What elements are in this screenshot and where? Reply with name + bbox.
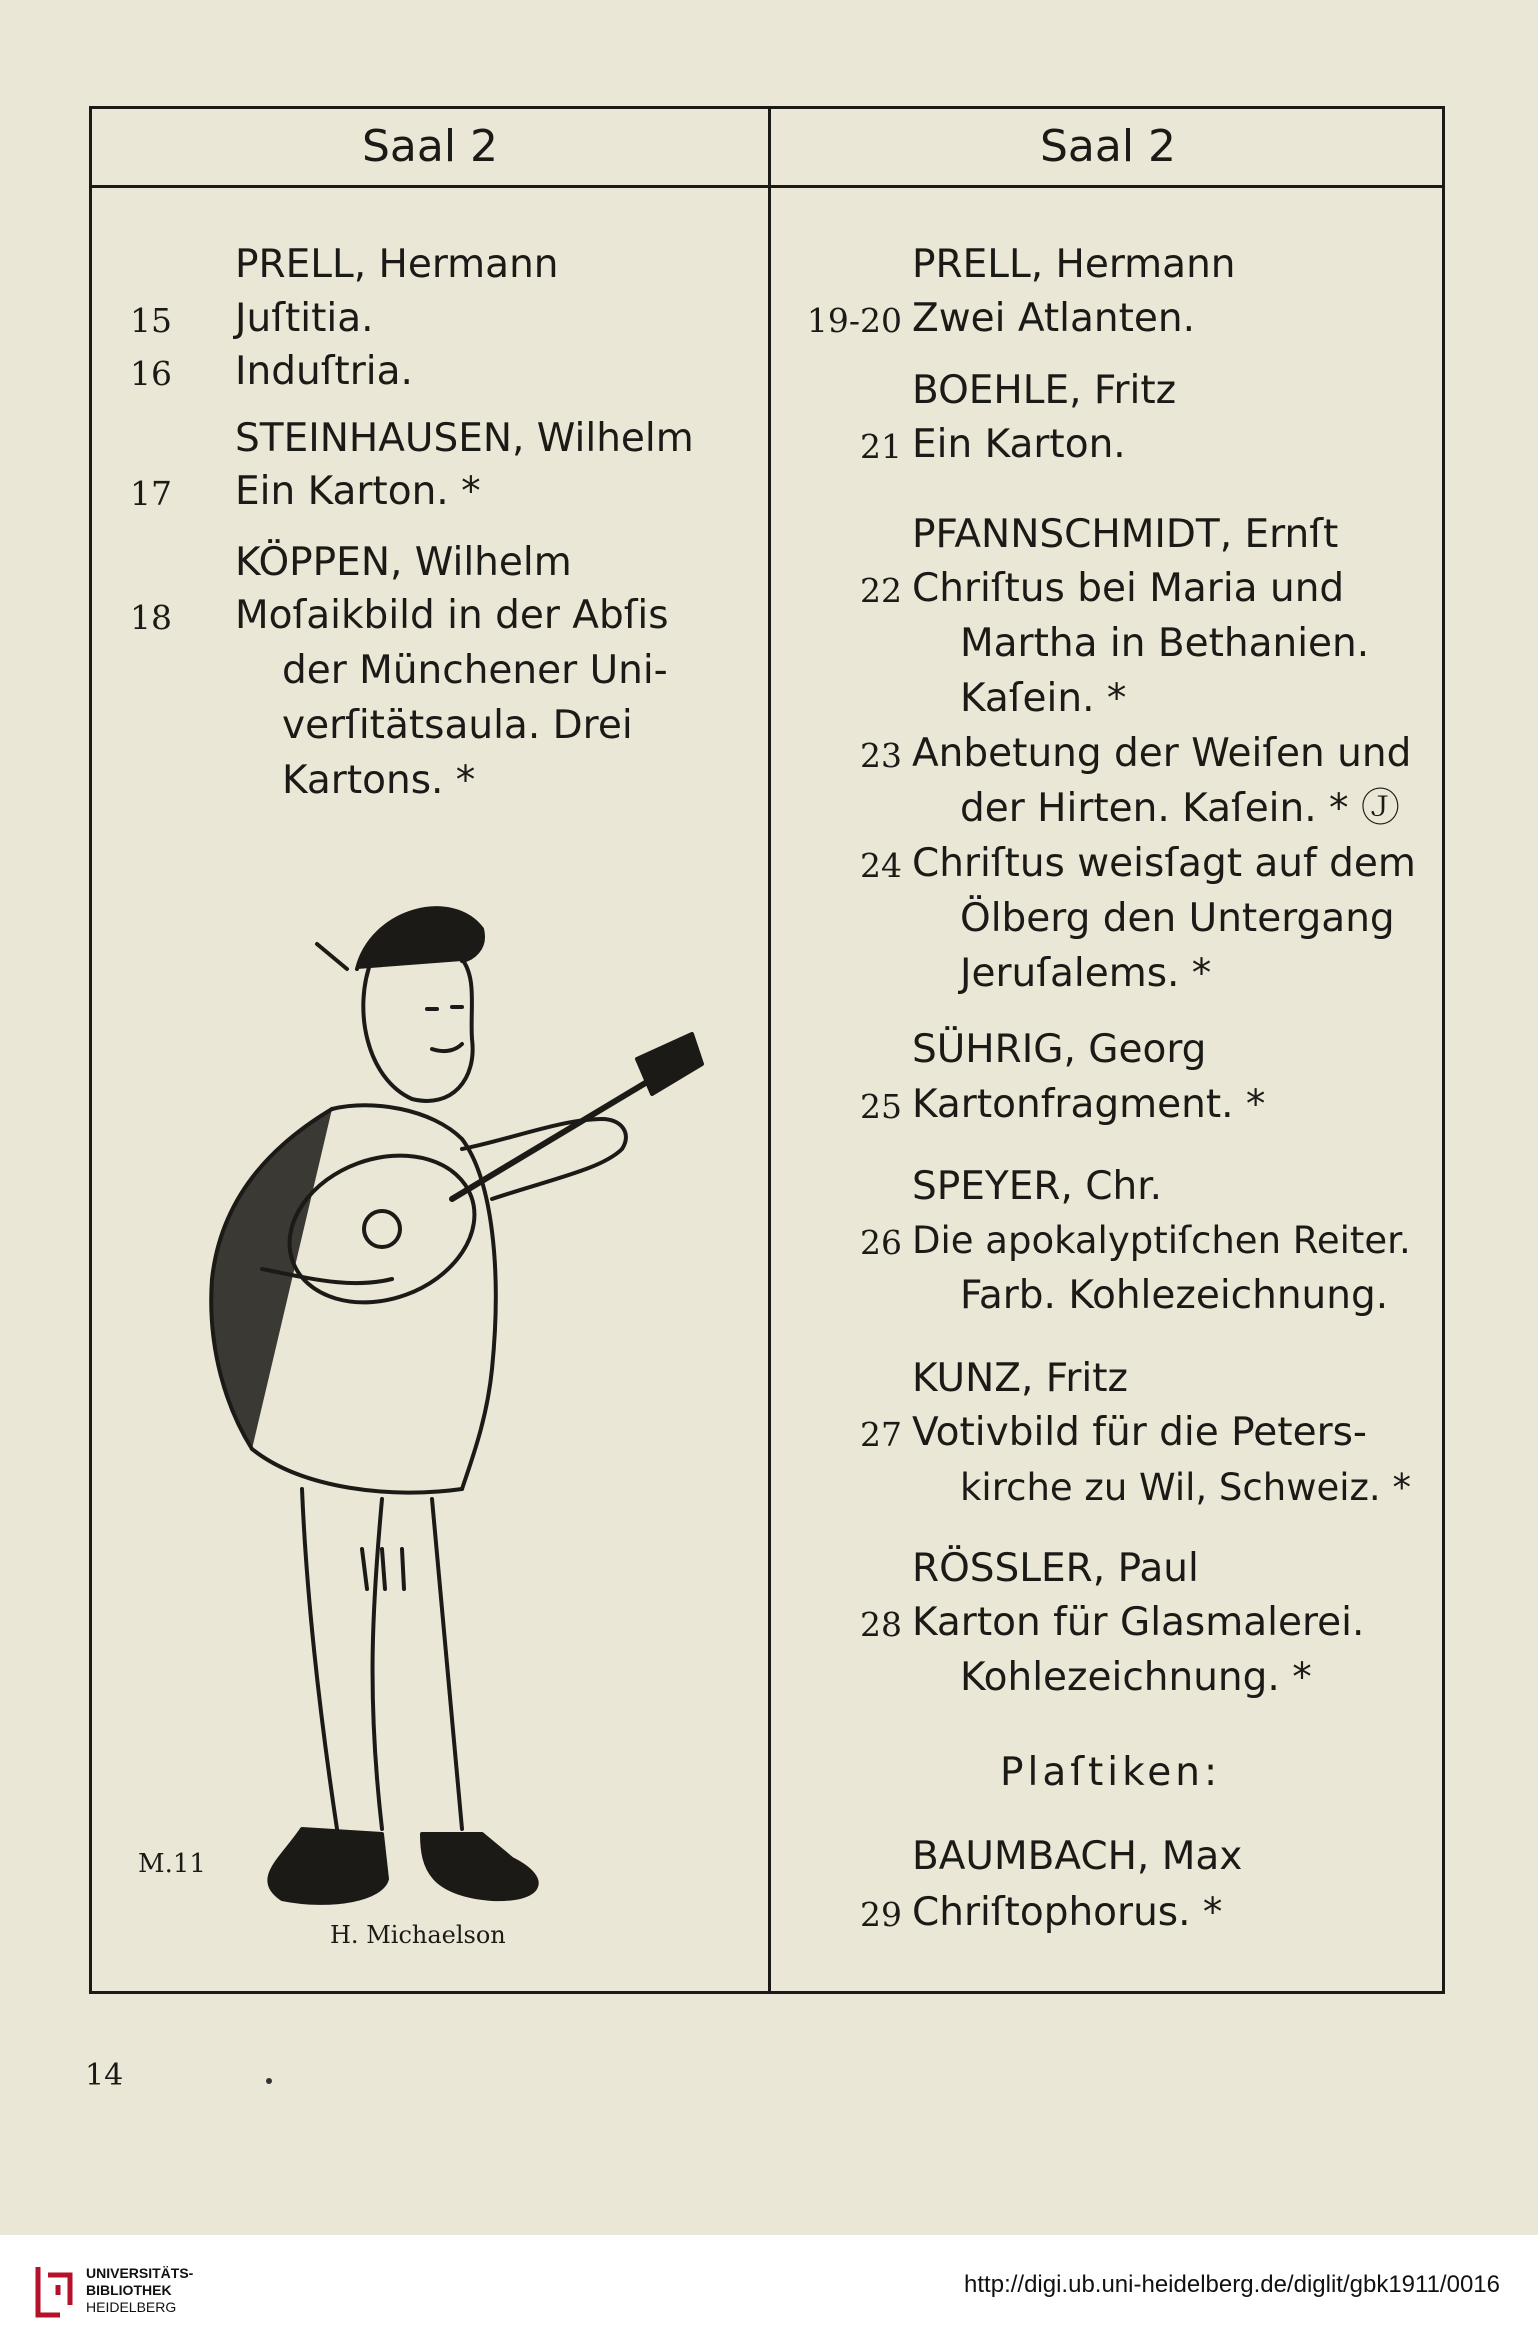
entry-title-cont: kirche zu Wil, Schweiz. * <box>960 1466 1411 1509</box>
artist-name: SPEYER, Chr. <box>912 1164 1163 1209</box>
entry-title-cont: Kartons. * <box>282 758 476 803</box>
entry-title: Kartonfragment. * <box>912 1082 1266 1127</box>
entry-title: Chriſtophorus. * <box>912 1890 1223 1935</box>
entry-title: Juſtitia. <box>235 296 374 341</box>
library-name-line1: UNIVERSITÄTS- <box>86 2265 194 2281</box>
entry-title: Moſaikbild in der Abſis <box>235 593 669 638</box>
entry-number: 15 <box>130 301 172 340</box>
entry-title-cont: Kohlezeichnung. * <box>960 1655 1312 1700</box>
artist-name: STEINHAUSEN, Wilhelm <box>235 416 694 461</box>
entry-number: 29 <box>860 1895 902 1934</box>
artist-name: BAUMBACH, Max <box>912 1834 1243 1879</box>
section-heading: Plaſtiken: <box>1000 1750 1222 1795</box>
entry-number: 26 <box>860 1223 902 1262</box>
print-speck <box>266 2078 272 2084</box>
entry-number: 17 <box>130 474 172 513</box>
entry-title: Zwei Atlanten. <box>912 296 1195 341</box>
artist-name: KUNZ, Fritz <box>912 1356 1128 1401</box>
entry-number: 25 <box>860 1087 902 1126</box>
digitization-footer <box>0 2235 1538 2349</box>
entry-title: Votivbild für die Peters- <box>912 1410 1367 1455</box>
entry-number: 19-20 <box>806 301 902 340</box>
library-name-line3: HEIDELBERG <box>86 2299 177 2315</box>
left-column-header: Saal 2 <box>361 121 499 172</box>
entry-title: Chriſtus weisſagt auf dem <box>912 841 1416 886</box>
entry-number: 28 <box>860 1605 902 1644</box>
entry-title-cont: verſitätsaula. Drei <box>282 703 633 748</box>
illustration-signature: M.11 <box>138 1849 206 1879</box>
header-rule <box>92 185 1442 188</box>
artist-name: BOEHLE, Fritz <box>912 368 1177 413</box>
right-column-header: Saal 2 <box>1039 121 1177 172</box>
entry-title: Karton für Glasmalerei. <box>912 1600 1365 1645</box>
entry-title-cont: der Münchener Uni- <box>282 648 668 693</box>
entry-title: Ein Karton. <box>912 422 1126 467</box>
entry-number: 22 <box>860 571 902 610</box>
entry-title: Induſtria. <box>235 349 413 394</box>
entry-number: 16 <box>130 354 172 393</box>
artist-name: KÖPPEN, Wilhelm <box>235 540 572 585</box>
guitar-player-illustration <box>132 849 732 1929</box>
illustration-caption: H. Michaelson <box>330 1921 506 1949</box>
column-divider <box>768 109 771 1991</box>
table-frame <box>89 106 1445 1994</box>
artist-name: PFANNSCHMIDT, Ernſt <box>912 512 1339 557</box>
entry-title: Chriſtus bei Maria und <box>912 566 1345 611</box>
entry-title: Ein Karton. * <box>235 469 481 514</box>
entry-title-cont: Farb. Kohlezeichnung. <box>960 1273 1389 1318</box>
entry-title-cont: Martha in Bethanien. <box>960 621 1370 666</box>
entry-title-cont: der Hirten. Kaſein. * Ⓙ <box>960 786 1400 831</box>
artist-name: PRELL, Hermann <box>235 242 559 287</box>
entry-title-cont: Kaſein. * <box>960 676 1127 721</box>
entry-title: Anbetung der Weiſen und <box>912 731 1412 776</box>
entry-number: 27 <box>860 1415 902 1454</box>
entry-number: 21 <box>860 427 902 466</box>
entry-number: 18 <box>130 598 172 637</box>
entry-title: Die apokalyptiſchen Reiter. <box>912 1219 1411 1262</box>
library-name <box>86 2265 193 2316</box>
artist-name: RÖSSLER, Paul <box>912 1546 1199 1591</box>
entry-title-cont: Jeruſalems. * <box>960 951 1212 996</box>
library-name-line2: BIBLIOTHEK <box>86 2282 172 2298</box>
page-number: 14 <box>85 2058 124 2093</box>
artist-name: SÜHRIG, Georg <box>912 1027 1207 1072</box>
entry-number: 23 <box>860 736 902 775</box>
artist-name: PRELL, Hermann <box>912 242 1236 287</box>
source-url-link[interactable]: http://digi.ub.uni-heidelberg.de/diglit/gbk1911/0016 <box>964 2271 1500 2298</box>
entry-title-cont: Ölberg den Untergang <box>960 896 1395 941</box>
entry-number: 24 <box>860 846 902 885</box>
